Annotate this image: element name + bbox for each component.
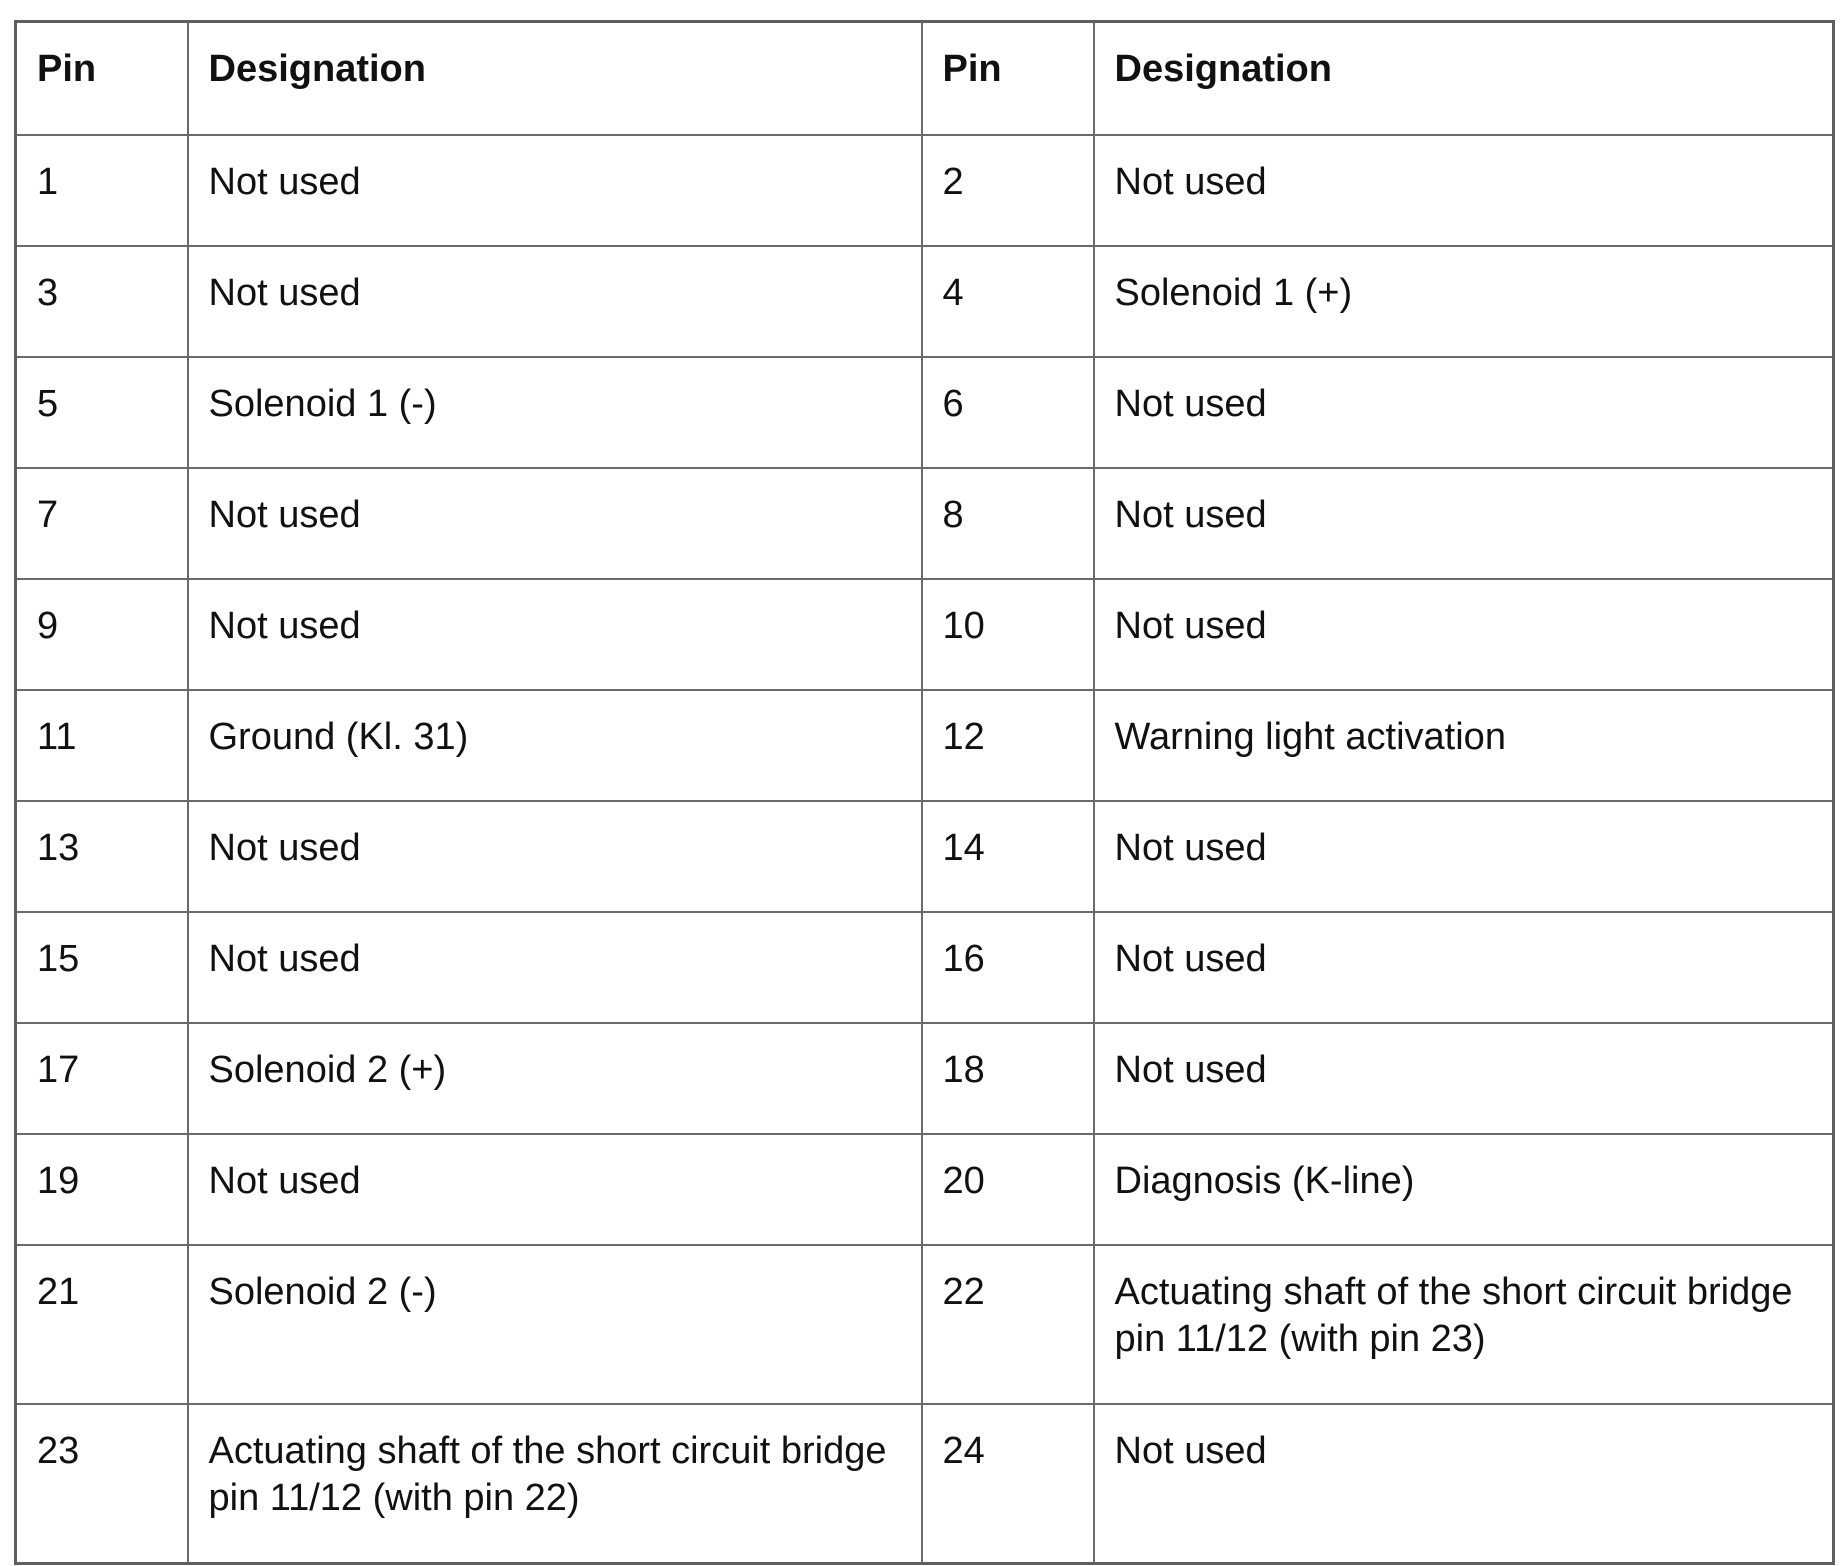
pin-cell: 13 (16, 801, 188, 912)
pin-cell: 20 (922, 1134, 1094, 1245)
table-row (16, 468, 1834, 579)
table-row (16, 690, 1834, 801)
pin-cell: 3 (16, 246, 188, 357)
pin-cell: 18 (922, 1023, 1094, 1134)
table-row (16, 357, 1834, 468)
table-row (16, 912, 1834, 1023)
designation-cell: Not used (1094, 801, 1834, 912)
designation-cell: Not used (1094, 468, 1834, 579)
pin-cell: 4 (922, 246, 1094, 357)
pin-cell: 7 (16, 468, 188, 579)
designation-cell: Actuating shaft of the short circuit bridge pin 11/12 (with pin 23) (1094, 1245, 1834, 1404)
designation-cell: Not used (1094, 579, 1834, 690)
header-designation-left: Designation (188, 22, 922, 135)
header-designation-right: Designation (1094, 22, 1834, 135)
designation-cell: Solenoid 2 (+) (188, 1023, 922, 1134)
pin-cell: 16 (922, 912, 1094, 1023)
table-row (16, 246, 1834, 357)
pin-cell: 8 (922, 468, 1094, 579)
designation-cell: Warning light activation (1094, 690, 1834, 801)
pin-cell: 23 (16, 1404, 188, 1564)
pin-cell: 6 (922, 357, 1094, 468)
pin-cell: 24 (922, 1404, 1094, 1564)
designation-cell: Not used (188, 246, 922, 357)
pin-cell: 15 (16, 912, 188, 1023)
designation-cell: Not used (1094, 357, 1834, 468)
designation-cell: Diagnosis (K-line) (1094, 1134, 1834, 1245)
pin-cell: 11 (16, 690, 188, 801)
designation-cell: Not used (188, 801, 922, 912)
header-pin-right: Pin (922, 22, 1094, 135)
pin-cell: 22 (922, 1245, 1094, 1404)
pin-cell: 9 (16, 579, 188, 690)
designation-cell: Solenoid 1 (-) (188, 357, 922, 468)
designation-cell: Actuating shaft of the short circuit bridge pin 11/12 (with pin 22) (188, 1404, 922, 1564)
table-row (16, 579, 1834, 690)
designation-cell: Solenoid 1 (+) (1094, 246, 1834, 357)
pin-cell: 10 (922, 579, 1094, 690)
designation-cell: Not used (188, 1134, 922, 1245)
designation-cell: Solenoid 2 (-) (188, 1245, 922, 1404)
pin-cell: 21 (16, 1245, 188, 1404)
pin-cell: 12 (922, 690, 1094, 801)
table-row (16, 801, 1834, 912)
designation-cell: Not used (188, 468, 922, 579)
pin-cell: 14 (922, 801, 1094, 912)
designation-cell: Not used (1094, 1404, 1834, 1564)
designation-cell: Ground (Kl. 31) (188, 690, 922, 801)
designation-cell: Not used (1094, 135, 1834, 246)
table-row (16, 1023, 1834, 1134)
pin-cell: 5 (16, 357, 188, 468)
table-row (16, 1245, 1834, 1404)
table-row (16, 1404, 1834, 1564)
table-row (16, 1134, 1834, 1245)
designation-cell: Not used (188, 912, 922, 1023)
designation-cell: Not used (188, 135, 922, 246)
header-row (16, 22, 1834, 135)
header-pin-left: Pin (16, 22, 188, 135)
designation-cell: Not used (1094, 1023, 1834, 1134)
pin-cell: 19 (16, 1134, 188, 1245)
pin-cell: 2 (922, 135, 1094, 246)
pin-cell: 17 (16, 1023, 188, 1134)
designation-cell: Not used (188, 579, 922, 690)
pin-assignment-table (14, 20, 1835, 1565)
pin-cell: 1 (16, 135, 188, 246)
designation-cell: Not used (1094, 912, 1834, 1023)
table-row (16, 135, 1834, 246)
